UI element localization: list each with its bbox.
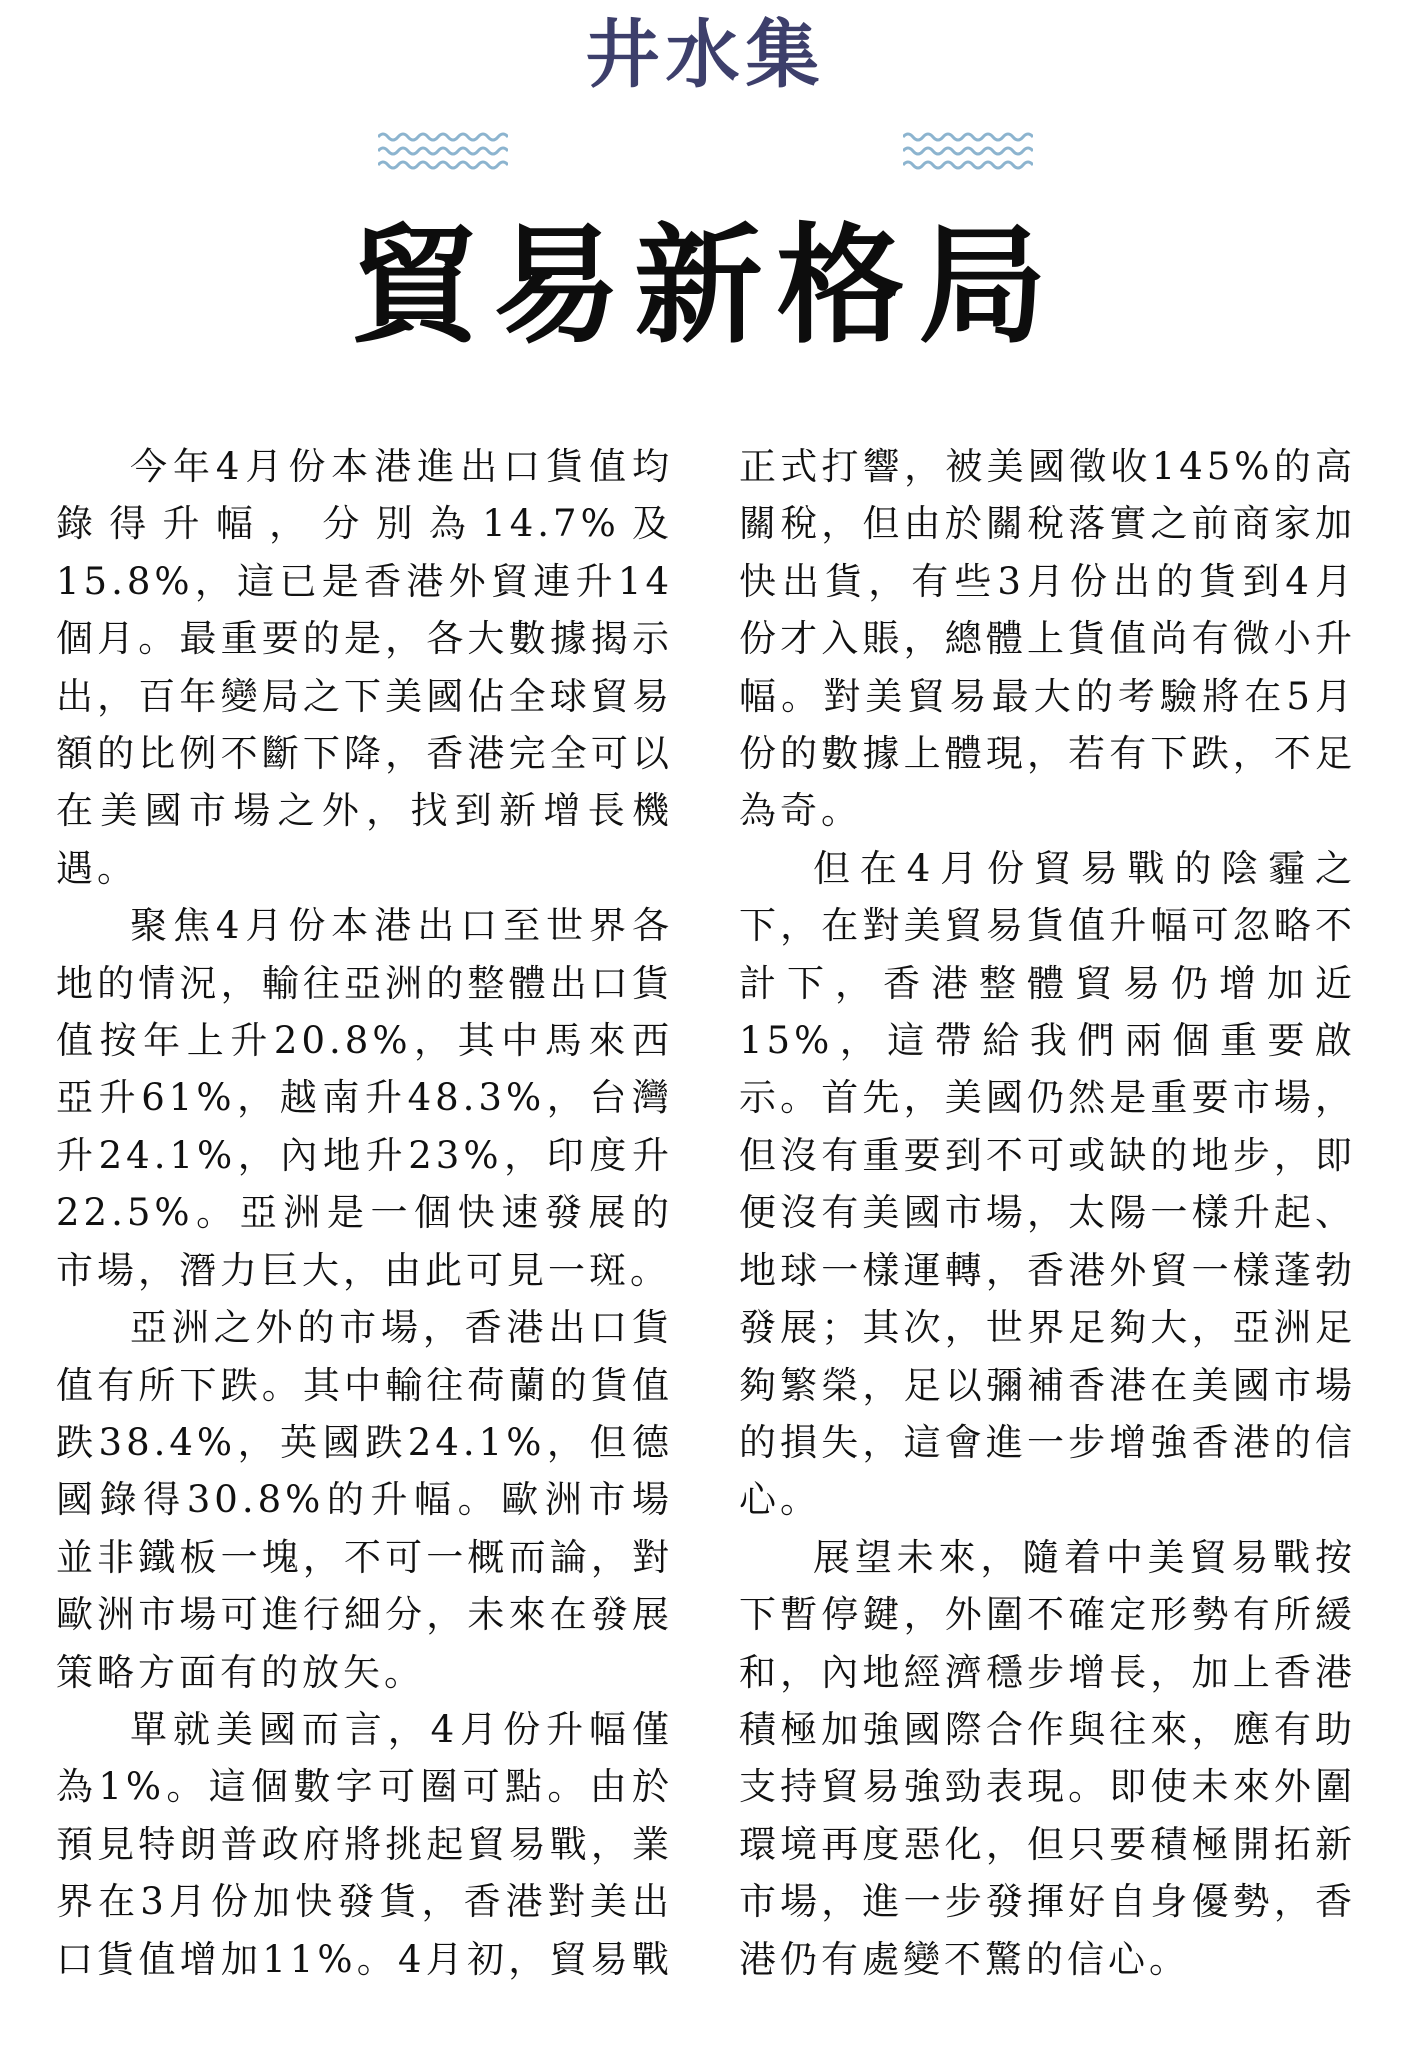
masthead [0, 12, 1411, 98]
paragraph-2: 聚焦4月份本港出口至世界各地的情況，輸往亞洲的整體出口貨值按年上升20.8%，其中馬來西亞升61%，越南升48.3%，台灣升24.1%，內地升23%，印度升22.5%。亞洲是一個快速發展的市場，潛力巨大，由此可見一斑。 [56, 904, 673, 1292]
paragraph-1: 今年4月份本港進出口貨值均錄得升幅，分別為14.7%及15.8%，這已是香港外貿連升14個月。最重要的是，各大數據揭示出，百年變局之下美國佔全球貿易額的比例不斷下降，香港完全可以在美國市場之外，找到新增長機遇。 [56, 445, 673, 890]
headline: 貿易新格局 [350, 211, 1061, 361]
paragraph-6: 展望未來，隨着中美貿易戰按下暫停鍵，外圍不確定形勢有所緩和，內地經濟穩步增長，加上香港積極加強國際合作與往來，應有助支持貿易強勁表現。即使未來外圍環境再度惡化，但只要積極開拓新市場，進一步發揮好自身優勢，香港仍有處變不驚的信心。 [739, 1535, 1356, 1981]
wave-ornament-left [378, 128, 508, 174]
paragraph-3: 亞洲之外的市場，香港出口貨值有所下跌。其中輸往荷蘭的貨值跌38.4%，英國跌24.1%，但德國錄得30.8%的升幅。歐洲市場並非鐵板一塊，不可一概而論，對歐洲市場可進行細分，未來在發展策略方面有的放矢。 [56, 1306, 673, 1694]
paragraph-5: 但在4月份貿易戰的陰霾之下，在對美貿易貨值升幅可忽略不計下，香港整體貿易仍增加近15%，這帶給我們兩個重要啟示。首先，美國仍然是重要市場，但沒有重要到不可或缺的地步，即便沒有美國市場，太陽一樣升起、地球一樣運轉，香港外貿一樣蓬勃發展；其次，世界足夠大，亞洲足夠繁榮，足以彌補香港在美國市場的損失，這會進一步增強香港的信心。 [739, 846, 1356, 1522]
paragraph-4: 單就美國而言，4月份升幅僅為1%。這個數字可圈可點。由於預見特朗普政府將挑起貿易戰，業界在3月份加快發貨，香港對美出口貨值增加11%。4月初，貿易戰正式打響，被美國徵收145%的高關稅，但由於關稅落實之前商家加快出貨，有些3月份出的貨到4月份才入賬，總體上貨值尚有微小升幅。對美貿易最大的考驗將在5月份的數據上體現，若有下跌，不足為奇。 [56, 445, 1356, 1981]
column-name: 井水集 [585, 12, 826, 98]
article-body [56, 438, 1356, 2028]
wave-ornament-right [903, 128, 1033, 174]
